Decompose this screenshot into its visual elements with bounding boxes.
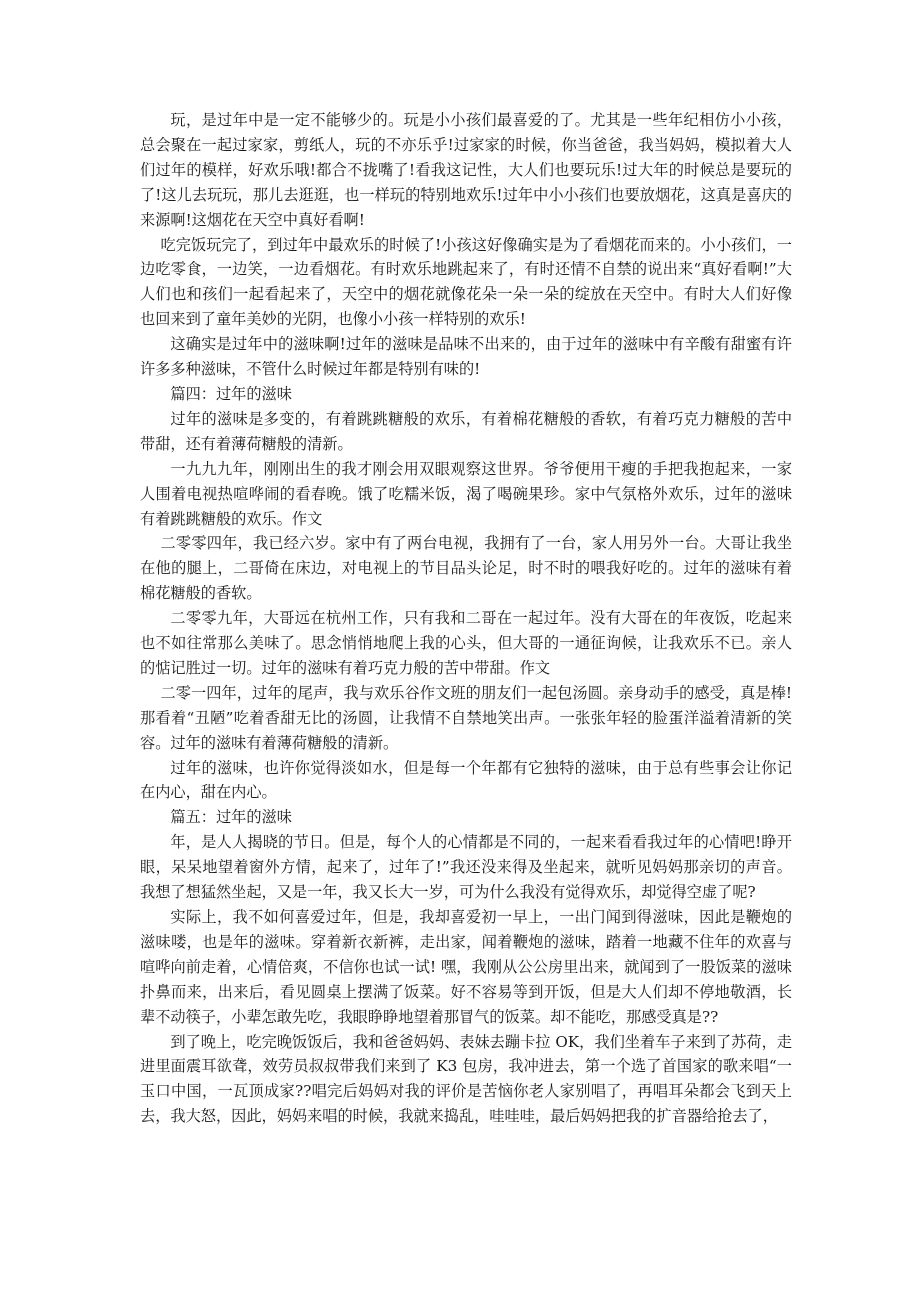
document-body: [140, 108, 792, 1129]
section-heading: 篇四：过年的滋味: [170, 384, 292, 403]
paragraph: 到了晚上，吃完晚饭饭后，我和爸爸妈妈、表妹去蹦卡拉 OK，我们坐着车子来到了苏荷，走进里面震耳欲聋，效劳员叔叔带我们来到了 K3 包房，我冲进去，第一个选了首国家的歌来唱“一玉口中国，一瓦顶成家??唱完后妈妈对我的评价是苦恼你老人家别唱了，再唱耳朵都会飞到天上去，我大怒，因此，妈妈来唱的时候，我就来捣乱，哇哇哇，最后妈妈把我的扩音器给抢去了，: [140, 1032, 792, 1126]
paragraph: 年，是人人揭晓的节日。但是，每个人的心情都是不同的，一起来看看我过年的心情吧!睁开眼，呆呆地望着窗外方情，起来了，过年了!”我还没来得及坐起来，就听见妈妈那亲切的声音。 我想了想猛然坐起，又是一年，我又长大一岁，可为什么我没有觉得欢乐，却觉得空虚了呢?: [140, 833, 792, 902]
paragraph: 过年的滋味是多变的，有着跳跳糖般的欢乐，有着棉花糖般的香软，有着巧克力糖般的苦中带甜，还有着薄荷糖般的清新。: [140, 409, 792, 453]
section-heading: 篇五：过年的滋味: [170, 808, 292, 827]
paragraph: 吃完饭玩完了，到过年中最欢乐的时候了!小孩这好像确实是为了看烟花而来的。小小孩们，一边吃零食，一边笑，一边看烟花。有时欢乐地跳起来了，有时还情不自禁的说出来“真好看啊!”大人们也和孩们一起看起来了，天空中的烟花就像花朵一朵一朵的绽放在天空中。有时大人们好像也回来到了童年美妙的光阴，也像小小孩一样特别的欢乐!: [140, 235, 792, 329]
paragraph: 二零零九年，大哥远在杭州工作，只有我和二哥在一起过年。没有大哥在的年夜饭，吃起来也不如往常那么美味了。思念悄悄地爬上我的心头，但大哥的一通征询候，让我欢乐不已。亲人的惦记胜过一切。过年的滋味有着巧克力般的苦中带甜。作文: [140, 609, 792, 677]
paragraph: 一九九九年，刚刚出生的我才刚会用双眼观察这世界。爷爷便用干瘦的手把我抱起来，一家人围着电视热喧哗闹的看春晚。饿了吃糯米饭，渴了喝碗果珍。家中气氛格外欢乐，过年的滋味有着跳跳糖般的欢乐。作文: [140, 459, 792, 528]
paragraph: 过年的滋味，也许你觉得淡如水，但是每一个年都有它独特的滋味，由于总有些事会让你记在内心，甜在内心。: [140, 758, 792, 802]
paragraph: 玩，是过年中是一定不能够少的。玩是小小孩们最喜爱的了。尤其是一些年纪相仿小小孩，总会聚在一起过家家，剪纸人，玩的不亦乐乎!过家家的时候，你当爸爸，我当妈妈，模拟着大人们过年的模样，好欢乐哦!都合不拢嘴了!看我这记性，大人们也要玩乐!过大年的时候总是要玩的了!这儿去玩玩，那儿去逛逛，也一样玩的特别地欢乐!过年中小小孩们也要放烟花，这真是喜庆的来源啊!这烟花在天空中真好看啊!: [140, 111, 792, 229]
paragraph: 这确实是过年中的滋味啊!过年的滋味是品味不出来的，由于过年的滋味中有辛酸有甜蜜有许许多多种滋味，不管什么时候过年都是特别有味的!: [140, 335, 792, 379]
paragraph: 二零零四年，我已经六岁。家中有了两台电视，我拥有了一台，家人用另外一台。大哥让我坐在他的腿上，二哥倚在床边，对电视上的节目品头论足，时不时的喂我好吃的。过年的滋味有着棉花糖般的香软。: [140, 534, 792, 603]
paragraph: 二零一四年，过年的尾声，我与欢乐谷作文班的朋友们一起包汤圆。亲身动手的感受，真是棒!那看着“丑陋”吃着香甜无比的汤圆，让我情不自禁地笑出声。一张张年轻的脸蛋洋溢着清新的笑容。过年的滋味有着薄荷糖般的清新。: [140, 683, 792, 752]
paragraph: 实际上，我不如何喜爱过年，但是，我却喜爱初一早上，一出门闻到得滋味，因此是鞭炮的滋味喽，也是年的滋味。穿着新衣新裤，走出家，闻着鞭炮的滋味，踏着一地藏不住年的欢喜与喧哗向前走着，心情倍爽，不信你也试一试! 嘿，我刚从公公房里出来，就闻到了一股饭菜的滋味扑鼻而来，出来后，看见圆桌上摆满了饭菜。好不容易等到开饭，但是大人们却不停地敬酒，长辈不动筷子，小辈怎敢先吃，我眼睁睁地望着那冒气的饭菜。却不能吃，那感受真是??: [140, 908, 792, 1026]
